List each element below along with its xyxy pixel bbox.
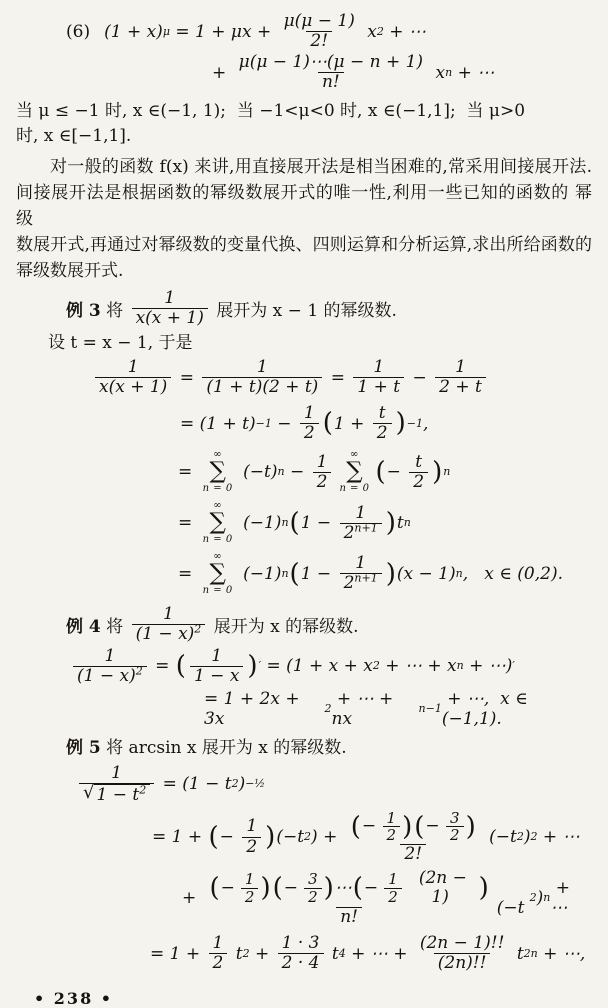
right-paren: )	[402, 811, 413, 842]
summation-symbol: ∞ ∑ n = 0	[339, 449, 370, 495]
equation-term: (2n − 1)	[413, 868, 473, 908]
right-paren: )	[465, 811, 476, 842]
fraction: $\frac{3}{2}$	[304, 871, 322, 906]
right-paren: )	[385, 507, 396, 538]
equation-term: (−t	[276, 827, 305, 847]
example-5-equation-3: + ( − $\frac{1}{2}$ ) ( − $\frac{3}{2}$ ) ⋯ ( − $\frac{1}{2}$ (2n − 1) ) n! (−t 2 ) n + ⋯	[182, 869, 592, 927]
equation-term: (−t)	[237, 462, 278, 483]
equals-sign: =	[178, 462, 198, 483]
equation-term: + ⋯ + x	[379, 656, 457, 677]
example-5-text: 将 arcsin x 展开为 x 的幂级数.	[100, 737, 347, 758]
equation-term: (x − 1)	[396, 563, 456, 584]
left-paren: (	[414, 811, 425, 842]
intro-line-1: 对一般的函数 f(x) 来讲,用直接展开法是相当困难的,常采用间接展开法.	[50, 157, 592, 178]
formula-6-fraction-2: $\frac{\mu(\mu - 1)\cdots(\mu - n + 1)}{n!}$	[238, 52, 424, 93]
right-paren: )	[247, 651, 258, 682]
equation-term: = (1 − t	[157, 774, 232, 795]
fraction-denominator: n!	[336, 907, 362, 927]
exponent: n+1	[354, 520, 378, 534]
formula-6-label: (6)	[66, 21, 91, 42]
intro-paragraph	[16, 154, 598, 284]
equation-term: = 1 +	[152, 827, 208, 847]
fraction: $\frac{1}{x(x + 1)}$	[95, 358, 171, 397]
equation-term: −	[386, 462, 407, 483]
minus-sign: −	[220, 877, 241, 898]
example-3-equation-2: = (1 + t) −1 − $\frac{1}{2}$ ( 1 + $\frac{t}{2}$ ) −1 ,	[180, 403, 429, 444]
fraction: $\frac{1 \cdot 3}{2 \cdot 4}$	[278, 934, 324, 973]
summation-symbol: ∞ ∑ n = 0	[202, 551, 233, 596]
right-paren: )	[432, 456, 443, 487]
fraction-with-radical: 1 √ $1 - t^2$	[79, 764, 154, 805]
exponent: 2	[194, 622, 202, 636]
fraction: $\frac{1}{2}$	[241, 871, 259, 906]
fraction: $\frac{1}{1 - x}$	[190, 647, 243, 686]
example-4-equation-1: $\frac{1}{(1 - x)^2}$ = ( $\frac{1}{1 - x}$ ) ′ = (1 + x + x 2 + ⋯ + x n + ⋯) ′	[70, 647, 592, 686]
left-paren: (	[352, 872, 363, 903]
equation-term: (−t	[483, 827, 517, 847]
convergence-note-line-2: 时, x ∈[−1,1].	[16, 126, 132, 147]
fraction: $\frac{1}{2 + t}$	[435, 358, 486, 397]
left-paren: (	[289, 558, 300, 589]
fraction: $\frac{1}{1 + t}$	[353, 358, 404, 397]
fraction: $\frac{1}{2}$	[383, 810, 401, 845]
fraction: $\frac{1}{2}$	[209, 934, 228, 973]
fraction: $\frac{1}{2^{n+1}}$	[340, 504, 382, 543]
left-paren: (	[350, 811, 361, 842]
formula-6-line2-tail: + ⋯	[452, 62, 495, 83]
formula-6-lhs: (1 + x)	[104, 21, 163, 42]
fraction-denominator: 2!	[400, 844, 426, 864]
summation-symbol: ∞ ∑ n = 0	[202, 449, 233, 495]
minus-sign: −	[271, 413, 297, 434]
left-paren: (	[375, 456, 386, 487]
equation-term: 1 −	[300, 513, 337, 534]
equation-term: (−1)	[237, 513, 282, 534]
minus-sign: −	[219, 827, 240, 847]
minus-sign: −	[407, 367, 433, 388]
equation-term: + ⋯,	[537, 943, 586, 964]
fraction: $\frac{1}{2}$	[313, 453, 332, 492]
equation-term: t	[326, 943, 339, 964]
interval-note: + ⋯, x ∈ (−1,1).	[441, 688, 534, 729]
scanned-textbook-page	[0, 12, 608, 1008]
right-paren: )	[395, 408, 406, 439]
example-5-label: 例 5	[66, 737, 101, 758]
right-paren: )	[385, 558, 396, 589]
equals-sign: =	[174, 367, 200, 388]
example-5-equation-1: 1 √ $1 - t^2$ = (1 − t 2 ) −½	[76, 764, 592, 805]
equation-term: = 1 +	[150, 943, 206, 964]
equation-term: + ⋯	[550, 878, 576, 919]
equals-sign: =	[178, 513, 198, 534]
formula-6-rhs-1: = 1 + μx +	[169, 21, 277, 42]
equation-term: t	[511, 943, 524, 964]
left-paren: (	[209, 872, 220, 903]
fraction: $\frac{t}{2}$	[409, 453, 428, 492]
plus-sign: +	[182, 888, 202, 909]
example-4-heading	[66, 605, 592, 644]
example-4-pre: 将	[100, 616, 129, 637]
example-3-label: 例 3	[66, 301, 101, 322]
big-fraction	[346, 810, 481, 865]
fraction: $\frac{1}{2^{n+1}}$	[340, 554, 382, 593]
example-4-post: 展开为 x 的幂级数.	[208, 616, 359, 637]
example-5-equation-4: = 1 + $\frac{1}{2}$ t 2 + $\frac{1 \cdot 3}{2 \cdot 4}$ t 4 + ⋯ + $\frac{(2n - 1)!!}{(2n)!!}$ t 2n + ⋯,	[150, 933, 586, 974]
example-3-heading	[66, 289, 592, 328]
fraction: $\frac{3}{2}$	[446, 810, 464, 845]
ellipsis: ⋯	[334, 877, 352, 898]
example-3-equation-1	[92, 358, 592, 397]
equation-term: t	[230, 943, 243, 964]
formula-6-fraction-1: $\frac{\mu(\mu - 1)}{2!}$	[283, 11, 355, 52]
left-paren: (	[289, 507, 300, 538]
intro-line-4: 幂级数展开式.	[16, 261, 124, 282]
equation-term: + ⋯	[537, 827, 580, 847]
example-3-post: 展开为 x − 1 的幂级数.	[210, 301, 397, 322]
fraction: $\frac{1}{2}$	[384, 871, 402, 906]
formula-6-rhs-3: + ⋯	[383, 21, 426, 42]
exponent: 2	[135, 664, 143, 678]
left-paren: (	[322, 408, 333, 439]
page-number: • 238 •	[34, 989, 113, 1008]
equation-term: (−t	[496, 878, 525, 919]
example-4-equation-2: = 1 + 2x + 3x 2 + ⋯ + nx n−1 + ⋯, x ∈ (−1,1).	[204, 689, 592, 729]
equation-term: 1 −	[300, 563, 337, 584]
minus-sign: −	[284, 462, 310, 483]
example-3-substitution: 设 t = x − 1, 于是	[48, 333, 193, 354]
equation-term: = 1 + 2x + 3x	[204, 688, 305, 729]
minus-sign: −	[283, 877, 304, 898]
fraction: $\frac{1}{2}$	[242, 817, 261, 856]
plus-sign: +	[249, 943, 275, 964]
fraction: $\frac{1}{(1 + t)(2 + t)}$	[202, 358, 322, 397]
convergence-note	[16, 99, 592, 149]
equation-term: + ⋯ +	[345, 943, 413, 964]
minus-sign: −	[361, 816, 382, 837]
exponent: n+1	[354, 571, 378, 585]
comma: ,	[422, 413, 429, 434]
left-paren: (	[175, 651, 186, 682]
equation-term: + ⋯ + nx	[331, 688, 399, 729]
left-paren: (	[272, 872, 283, 903]
equation-term: 1 +	[333, 413, 370, 434]
equals-sign: =	[149, 656, 175, 677]
fraction: $\frac{1}{2}$	[300, 404, 319, 443]
right-paren: )	[323, 872, 334, 903]
equation-term: )	[523, 827, 531, 847]
right-paren: )	[265, 821, 276, 852]
intro-line-2: 间接展开法是根据函数的幂级数展开式的唯一性,利用一些已知的函数的 幂 级	[16, 183, 598, 230]
equation-term: )	[238, 774, 246, 795]
big-fraction	[204, 869, 493, 927]
equation-term: t	[396, 513, 404, 534]
formula-6-rhs-2: x	[361, 21, 377, 42]
minus-sign: −	[363, 877, 384, 898]
example-3-equation-5: = ∞ ∑ n = 0 (−1) n ( 1 − $\frac{1}{2^{n+1}}$ ) (x − 1) n , x ∈ (0,2).	[178, 551, 563, 596]
example-5-equation-2: = 1 + ( − $\frac{1}{2}$ ) (−t 2 ) + ( − $\frac{1}{2}$ ) ( − $\frac{3}{2}$ ) 2! (−t 2 ) 2 + ⋯	[152, 808, 580, 865]
equation-term: + ⋯)	[463, 656, 513, 677]
example-4-label: 例 4	[66, 616, 101, 637]
square-root: √ $1 - t^2$	[83, 784, 150, 805]
example-3-equation-3: = ∞ ∑ n = 0 (−t) n − $\frac{1}{2}$ ∞ ∑ n = 0 ( − $\frac{t}{2}$ ) n	[178, 449, 451, 495]
equals-sign: =	[325, 367, 351, 388]
example-3-pre: 将	[100, 301, 129, 322]
equation-term: ) +	[311, 827, 343, 847]
equation-term: )	[536, 888, 544, 909]
fraction: $\frac{1}{(1 - x)^2}$	[73, 647, 147, 686]
minus-sign: −	[425, 816, 446, 837]
right-paren: )	[260, 872, 271, 903]
intro-line-3: 数展开式,再通过对幂级数的变量代换、四则运算和分析运算,求出所给函数的	[16, 235, 592, 256]
example-4-heading-fraction: $\frac{1}{(1 - x)^2}$	[132, 605, 206, 644]
formula-6-line-1: (6) (1 + x) μ = 1 + μx + $\frac{\mu(\mu - 1)}{2!}$ x 2 + ⋯	[66, 11, 426, 52]
equation-term: = (1 + t)	[180, 413, 256, 434]
equation-term: (−1)	[237, 563, 282, 584]
interval-note: , x ∈ (0,2).	[462, 563, 563, 584]
right-paren: )	[478, 872, 489, 903]
example-5-heading	[66, 736, 592, 760]
fraction: $\frac{(2n - 1)!!}{(2n)!!}$	[419, 933, 505, 974]
equation-term: = (1 + x + x	[261, 656, 373, 677]
fraction: $\frac{t}{2}$	[373, 404, 392, 443]
left-paren: (	[208, 821, 219, 852]
formula-6-line2-term: x	[430, 62, 446, 83]
equals-sign: =	[178, 563, 198, 584]
example-3-heading-fraction: $\frac{1}{x(x + 1)}$	[132, 289, 208, 328]
formula-6-line-2: + $\frac{\mu(\mu - 1)\cdots(\mu - n + 1)}{n!}$ x n + ⋯	[212, 52, 495, 93]
exponent: 2	[139, 783, 147, 797]
formula-6-line2-plus: +	[212, 62, 232, 83]
radical-sign: √	[83, 782, 95, 803]
convergence-note-line-1: 当 μ ≤ −1 时, x ∈(−1, 1); 当 −1<μ<0 时, x ∈(−1,1]; 当 μ>0	[16, 101, 526, 122]
summation-symbol: ∞ ∑ n = 0	[202, 500, 233, 545]
example-3-equation-4: = ∞ ∑ n = 0 (−1) n ( 1 − $\frac{1}{2^{n+1}}$ ) t n	[178, 500, 411, 545]
